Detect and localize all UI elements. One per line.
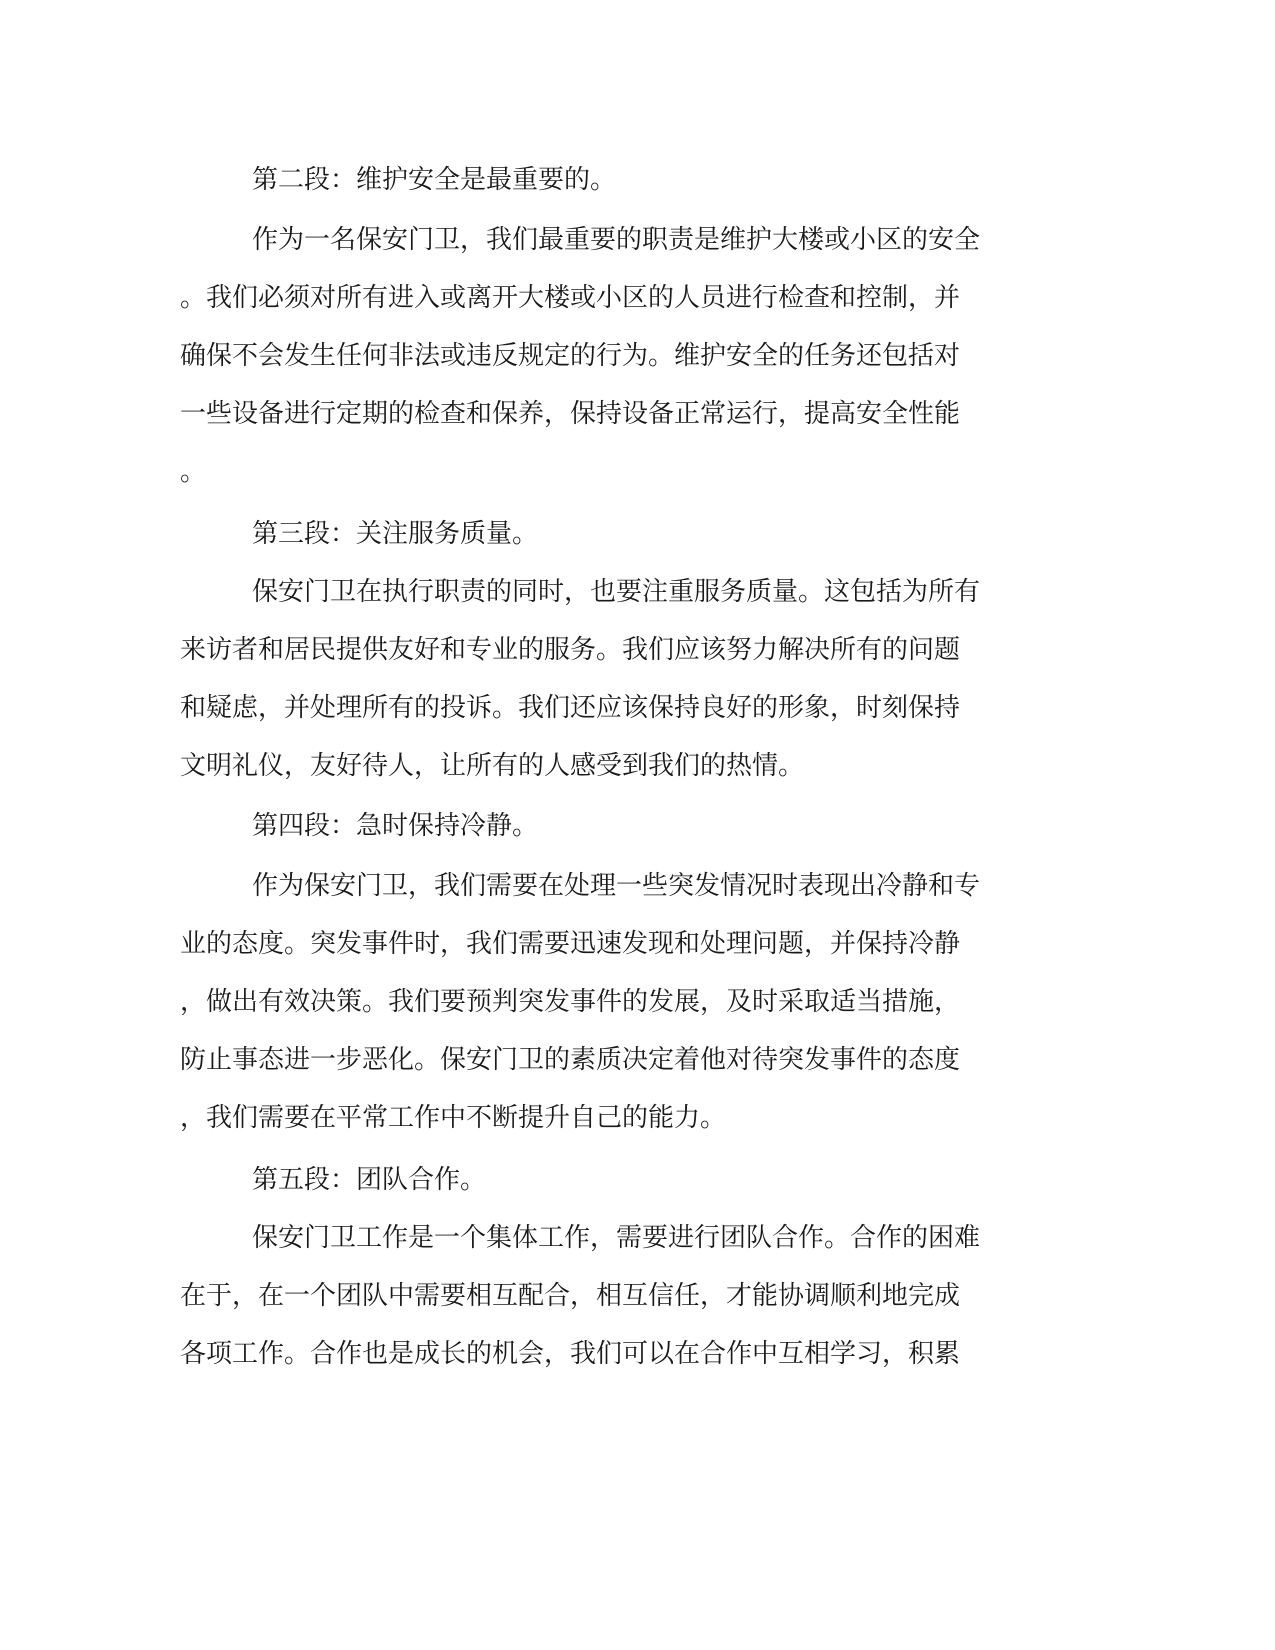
line-text: 。 [180, 457, 207, 487]
heading-text: 第三段：关注服务质量。 [252, 519, 539, 549]
line-text: 确保不会发生任何非法或违反规定的行为。维护安全的任务还包括对 [180, 341, 961, 371]
line-text: 作为一名保安门卫，我们最重要的职责是维护大楼或小区的安全 [252, 225, 981, 255]
line-text: 一些设备进行定期的检查和保养，保持设备正常运行，提高安全性能 [180, 399, 961, 429]
line-text: 。我们必须对所有进入或离开大楼或小区的人员进行检查和控制，并 [180, 283, 961, 313]
line-text: 业的态度。突发事件时，我们需要迅速发现和处理问题，并保持冷静 [180, 929, 961, 959]
line-text: 来访者和居民提供友好和专业的服务。我们应该努力解决所有的问题 [180, 635, 961, 665]
heading-text: 第五段：团队合作。 [252, 1165, 487, 1195]
line-text: ，我们需要在平常工作中不断提升自己的能力。 [180, 1103, 727, 1133]
line-text: 作为保安门卫，我们需要在处理一些突发情况时表现出冷静和专 [252, 871, 981, 901]
line-text: 和疑虑，并处理所有的投诉。我们还应该保持良好的形象，时刻保持 [180, 693, 961, 723]
line-text: 文明礼仪，友好待人，让所有的人感受到我们的热情。 [180, 751, 805, 781]
line-text: 保安门卫工作是一个集体工作，需要进行团队合作。合作的困难 [252, 1223, 981, 1253]
heading-text: 第四段：急时保持冷静。 [252, 811, 539, 841]
line-text: 保安门卫在执行职责的同时，也要注重服务质量。这包括为所有 [252, 577, 981, 607]
line-text: 防止事态进一步恶化。保安门卫的素质决定着他对待突发事件的态度 [180, 1045, 961, 1075]
heading-text: 第二段：维护安全是最重要的。 [252, 165, 617, 195]
line-text: 各项工作。合作也是成长的机会，我们可以在合作中互相学习，积累 [180, 1339, 961, 1369]
line-text: 在于，在一个团队中需要相互配合，相互信任，才能协调顺利地完成 [180, 1281, 961, 1311]
line-text: ，做出有效决策。我们要预判突发事件的发展，及时采取适当措施， [180, 987, 961, 1017]
